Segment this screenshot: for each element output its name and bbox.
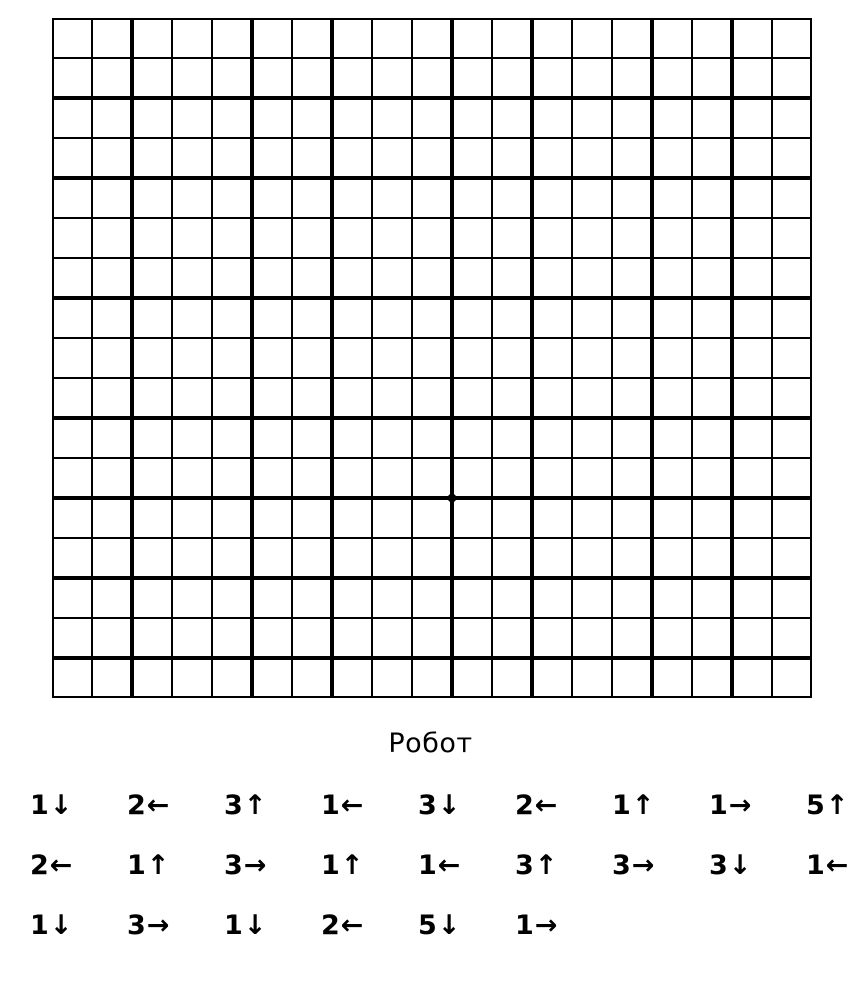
command-count: 3 xyxy=(127,910,147,941)
command-arrow-icon: ↑ xyxy=(340,850,365,881)
command-item xyxy=(127,850,224,881)
command-count: 1 xyxy=(30,790,50,821)
command-item xyxy=(418,850,515,881)
command-arrow-icon: ↓ xyxy=(49,790,74,821)
command-count: 1 xyxy=(30,910,50,941)
command-arrow-icon: → xyxy=(534,910,559,941)
command-arrow-icon: ↓ xyxy=(728,850,753,881)
command-count: 1 xyxy=(418,850,438,881)
command-item xyxy=(321,790,418,821)
command-arrow-icon: ↑ xyxy=(243,790,268,821)
command-item xyxy=(612,790,709,821)
command-item xyxy=(30,910,127,941)
command-arrow-icon: ↑ xyxy=(146,850,171,881)
command-item xyxy=(30,850,127,881)
command-count: 2 xyxy=(321,910,341,941)
command-arrow-icon: ↓ xyxy=(243,910,268,941)
command-item xyxy=(515,910,612,941)
command-count: 1 xyxy=(321,790,341,821)
command-count: 3 xyxy=(515,850,535,881)
command-count: 3 xyxy=(224,850,244,881)
command-row xyxy=(30,850,850,910)
command-item xyxy=(418,790,515,821)
command-arrow-icon: ← xyxy=(49,850,74,881)
command-count: 1 xyxy=(709,790,729,821)
command-count: 1 xyxy=(612,790,632,821)
command-item xyxy=(224,790,321,821)
command-count: 3 xyxy=(612,850,632,881)
command-arrow-icon: ↑ xyxy=(631,790,656,821)
command-item xyxy=(418,910,515,941)
command-count: 1 xyxy=(224,910,244,941)
page-title: Робот xyxy=(388,728,473,759)
command-item xyxy=(612,850,709,881)
command-list xyxy=(30,790,850,970)
command-count: 1 xyxy=(806,850,826,881)
command-item xyxy=(515,790,612,821)
command-arrow-icon: ← xyxy=(534,790,559,821)
grid-canvas[interactable] xyxy=(52,18,812,698)
command-count: 1 xyxy=(515,910,535,941)
command-arrow-icon: ← xyxy=(437,850,462,881)
command-arrow-icon: ↑ xyxy=(825,790,850,821)
command-arrow-icon: ← xyxy=(340,790,365,821)
command-count: 2 xyxy=(127,790,147,821)
command-row xyxy=(30,910,830,970)
command-count: 1 xyxy=(321,850,341,881)
command-arrow-icon: ↑ xyxy=(534,850,559,881)
command-arrow-icon: → xyxy=(146,910,171,941)
command-arrow-icon: → xyxy=(728,790,753,821)
command-row xyxy=(30,790,850,850)
command-count: 1 xyxy=(127,850,147,881)
command-arrow-icon: ← xyxy=(146,790,171,821)
command-item xyxy=(127,910,224,941)
command-arrow-icon: ← xyxy=(825,850,850,881)
command-arrow-icon: ↓ xyxy=(49,910,74,941)
command-count: 3 xyxy=(709,850,729,881)
command-item xyxy=(806,790,861,821)
command-count: 5 xyxy=(806,790,826,821)
command-item xyxy=(224,850,321,881)
command-item xyxy=(224,910,321,941)
command-item xyxy=(515,850,612,881)
command-item xyxy=(806,850,861,881)
command-item xyxy=(321,910,418,941)
command-arrow-icon: → xyxy=(631,850,656,881)
command-arrow-icon: ↓ xyxy=(437,910,462,941)
command-item xyxy=(127,790,224,821)
command-count: 2 xyxy=(515,790,535,821)
command-item xyxy=(30,790,127,821)
command-arrow-icon: → xyxy=(243,850,268,881)
command-item xyxy=(709,850,806,881)
command-item xyxy=(709,790,806,821)
command-count: 5 xyxy=(418,910,438,941)
robot-position-marker xyxy=(446,492,458,504)
command-item xyxy=(321,850,418,881)
robot-grid[interactable] xyxy=(52,18,812,698)
command-arrow-icon: ↓ xyxy=(437,790,462,821)
command-arrow-icon: ← xyxy=(340,910,365,941)
command-count: 2 xyxy=(30,850,50,881)
command-count: 3 xyxy=(418,790,438,821)
command-count: 3 xyxy=(224,790,244,821)
